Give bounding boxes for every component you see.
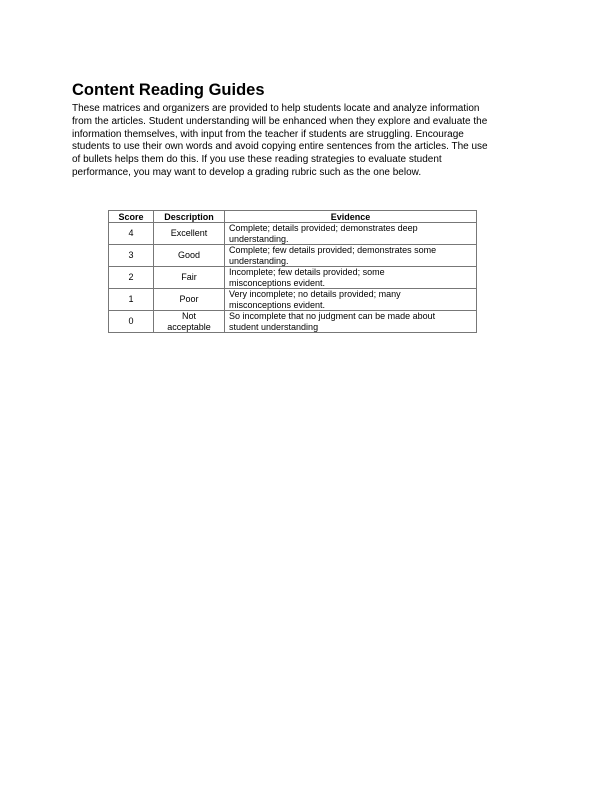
intro-line: information themselves, with input from the teacher if students are struggling. Encourage [72,128,464,140]
evidence-line: student understanding [229,321,319,332]
evidence-cell [225,245,477,267]
rubric-header [109,211,477,223]
table-row [109,289,477,311]
intro-line: of bullets helps them do this. If you use these reading strategies to evaluate student [72,154,442,166]
intro-paragraph [72,103,542,180]
description-cell [154,245,225,267]
description-line: Poor [179,294,199,305]
table-row [109,267,477,289]
evidence-line: misconceptions evident. [229,299,326,310]
description-line: acceptable [167,321,211,332]
score-cell: 1 [109,289,154,311]
description-line: Excellent [170,228,208,239]
description-cell [154,223,225,245]
intro-line: students to use their own words and avoid copying entire sentences from the articles. The use [72,141,488,153]
table-row [109,223,477,245]
table-row [109,311,477,333]
rubric-header-row [109,211,477,223]
evidence-line: Complete; details provided; demonstrates deep [229,223,418,234]
evidence-cell [225,289,477,311]
evidence-cell [225,223,477,245]
evidence-cell [225,267,477,289]
description-line: Not [181,311,196,322]
score-column-header: Score [109,211,154,223]
evidence-line: understanding. [229,233,289,244]
table-row [109,245,477,267]
evidence-line: Incomplete; few details provided; some [229,267,385,278]
evidence-line: Complete; few details provided; demonstrates some [229,245,437,256]
description-line: Fair [181,272,197,283]
evidence-line: So incomplete that no judgment can be made about [229,311,436,322]
grading-rubric-table [108,210,477,333]
description-column-header: Description [154,211,225,223]
evidence-line: Very incomplete; no details provided; many [229,289,401,300]
description-cell [154,311,225,333]
page-title: Content Reading Guides [72,81,265,99]
description-cell [154,267,225,289]
evidence-line: understanding. [229,255,289,266]
intro-line: performance, you may want to develop a grading rubric such as the one below. [72,166,422,178]
intro-line: These matrices and organizers are provided to help students locate and analyze information [72,103,480,114]
score-cell: 3 [109,245,154,267]
evidence-line: misconceptions evident. [229,277,326,288]
score-cell: 4 [109,223,154,245]
score-cell: 2 [109,267,154,289]
evidence-cell [225,311,477,333]
evidence-column-header: Evidence [225,211,477,223]
description-cell [154,289,225,311]
intro-line: from the articles. Student understanding will be enhanced when they explore and evaluate the [72,115,488,127]
score-cell: 0 [109,311,154,333]
description-line: Good [177,250,201,261]
